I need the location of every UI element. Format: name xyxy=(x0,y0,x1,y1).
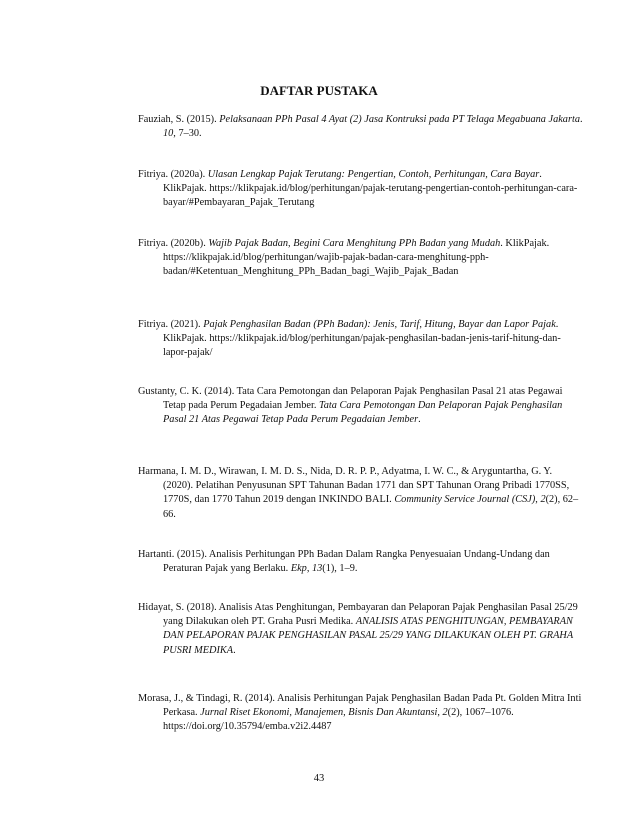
reference-italic-text: Ulasan Lengkap Pajak Terutang: Pengertian, Contoh, Perhitungan, Cara Bayar xyxy=(207,169,540,180)
reference-entry xyxy=(138,385,583,428)
reference-text: . KlikPajak. https://klikpajak.id/blog/perhitungan/wajib-pajak-badan-cara-menghitung-pph-badan/#Ketentuan_Menghitung_PPh_Badan_bagi_Wajib_Pajak_Badan xyxy=(163,238,550,278)
page-number: 43 xyxy=(313,773,325,784)
reference-text: Gustanty, C. K. (2014). Tata Cara Pemotongan dan Pelaporan Pajak Penghasilan Pasal 21 atas Pegawai Tetap pada Perum Pegadaian Jember. xyxy=(138,386,563,412)
reference-text: Fauziah, S. (2015). xyxy=(138,114,220,125)
reference-italic-text: Jurnal Riset Ekonomi, Manajemen, Bisnis Dan Akuntansi xyxy=(200,707,438,719)
reference-text: Morasa, J., & Tindagi, R. (2014). Analisis Perhitungan Pajak Penghasilan Badan Pada Pt. Golden Mitra Inti Perkasa. xyxy=(138,693,582,719)
reference-italic-text: 2 xyxy=(540,494,546,506)
reference-entry xyxy=(138,168,583,211)
reference-italic-text: Pajak Penghasilan Badan (PPh Badan): Jenis, Tarif, Hitung, Bayar dan Lapor Pajak xyxy=(203,319,556,330)
reference-italic-text: Community Service Journal (CSJ) xyxy=(394,494,536,506)
reference-entry xyxy=(138,601,583,658)
reference-text: Fitriya. (2020a). xyxy=(138,169,208,180)
reference-italic-text: Wajib Pajak Badan, Begini Cara Menghitung PPh Badan yang Mudah xyxy=(208,238,501,249)
reference-italic-text: Ekp xyxy=(290,563,307,575)
reference-italic-text: 2 xyxy=(442,707,448,719)
reference-italic-text: 13 xyxy=(311,563,323,575)
reference-italic-text: ANALISIS ATAS PENGHITUNGAN, PEMBAYARAN DAN PELAPORAN PAJAK PENGHASILAN PASAL 25/29 YANG DILAKUKAN OLEH PT. GRAHA PUSRI MEDIKA xyxy=(163,616,573,656)
reference-entry xyxy=(138,318,583,361)
reference-text: Hartanti. (2015). Analisis Perhitungan PPh Badan Dalam Rangka Penyesuaian Undang-Undang dan Peraturan Pajak yang Berlaku. xyxy=(138,549,550,575)
reference-italic-text: 10 xyxy=(163,128,174,140)
reference-text: (2), 1067–1076. https://doi.org/10.35794/emba.v2i2.4487 xyxy=(163,707,514,733)
reference-text: . KlikPajak. https://klikpajak.id/blog/perhitungan/pajak-penghasilan-badan-jenis-tarif-hitung-dan-lapor-pajak/ xyxy=(163,319,561,359)
reference-text: , 7–30. xyxy=(173,128,202,140)
reference-text: , xyxy=(535,494,541,506)
reference-text: , xyxy=(306,563,312,575)
reference-text: (1), 1–9. xyxy=(322,563,358,575)
reference-entry xyxy=(138,692,583,735)
reference-entry xyxy=(138,548,583,576)
reference-text: . KlikPajak. https://klikpajak.id/blog/perhitungan/pajak-terutang-pengertian-contoh-perhitungan-cara-bayar/#Pembayaran_Pajak_Terutang xyxy=(163,169,578,209)
reference-text: . xyxy=(418,414,421,426)
reference-text: Harmana, I. M. D., Wirawan, I. M. D. S., Nida, D. R. P. P., Adyatma, I. W. C., & Aryguntartha, G. Y. (2020). Pelatihan Penyusunan SPT Tahunan Badan 1771 dan SPT Tahunan Orang Pribadi 1770SS, 1770S, dan 1770 Tahun 2019 dengan INKINDO BALI. xyxy=(138,466,570,506)
reference-entry xyxy=(138,113,583,141)
reference-text: Fitriya. (2021). xyxy=(138,319,204,330)
reference-text: (2), 62–66. xyxy=(163,494,579,520)
reference-entry xyxy=(138,465,583,522)
reference-text: . xyxy=(579,114,583,125)
reference-text: Fitriya. (2020b). xyxy=(138,238,209,249)
reference-text: . xyxy=(233,644,236,656)
reference-italic-text: Pelaksanaan PPh Pasal 4 Ayat (2) Jasa Kontruksi pada PT Telaga Megabuana Jakarta xyxy=(219,114,580,125)
reference-text: Hidayat, S. (2018). Analisis Atas Penghitungan, Pembayaran dan Pelaporan Pajak Penghasilan Pasal 25/29 yang Dilakukan oleh PT. Graha Pusri Medika. xyxy=(138,602,578,628)
reference-text: , xyxy=(437,707,443,719)
reference-entry xyxy=(138,237,583,280)
reference-italic-text: Tata Cara Pemotongan Dan Pelaporan Pajak Penghasilan Pasal 21 Atas Pegawai Tetap Pada Perum Pegadaian Jember xyxy=(163,400,563,426)
page-title: DAFTAR PUSTAKA xyxy=(260,83,378,98)
